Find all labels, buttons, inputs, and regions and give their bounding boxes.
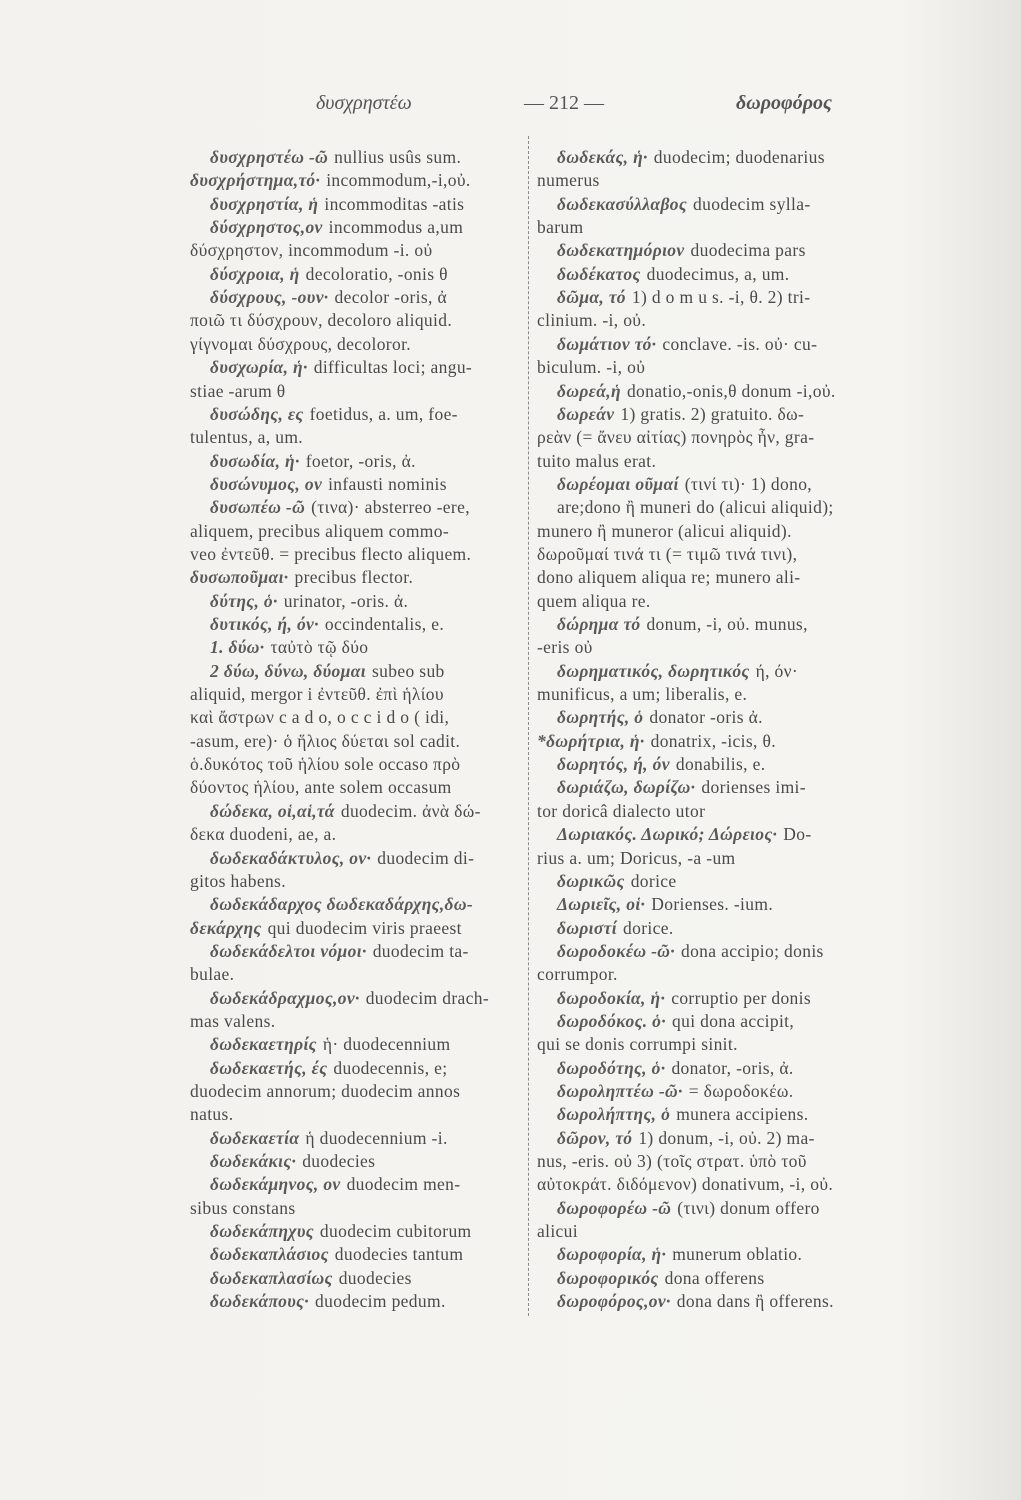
dictionary-entry-line <box>557 263 789 285</box>
definition-text: precibus flector. <box>294 567 414 588</box>
headword: δωροφορία, ἡ· <box>557 1244 667 1265</box>
definition-text: infausti nominis <box>328 473 447 494</box>
dictionary-entry-line <box>557 1243 802 1265</box>
headword: δωδεκάκις· <box>210 1151 297 1172</box>
dictionary-entry-line <box>557 239 806 261</box>
dictionary-entry-line <box>557 660 798 682</box>
dictionary-entry-line <box>557 193 811 215</box>
dictionary-entry-line <box>557 1010 794 1032</box>
dictionary-entry-line <box>557 706 763 728</box>
definition-text: bulae. <box>190 964 235 985</box>
continuation-line <box>190 426 303 448</box>
continuation-line <box>537 963 618 985</box>
definition-text: numerus <box>537 170 600 191</box>
continuation-line <box>190 706 449 728</box>
definition-text: ποιῶ τι δύσχρουν, decoloro aliquid. <box>190 310 453 331</box>
definition-text: decoloratio, -onis θ <box>305 263 448 284</box>
continuation-line <box>190 776 452 798</box>
dictionary-entry-line <box>210 1173 460 1195</box>
continuation-line <box>557 496 834 518</box>
definition-text: occindentalis, e. <box>324 614 445 634</box>
dictionary-entry-line <box>210 847 474 869</box>
headword: δυσχρηστέω -ῶ <box>210 147 329 167</box>
definition-text: urinator, -oris. ἀ. <box>283 590 409 611</box>
dictionary-entry-line <box>210 286 447 308</box>
definition-text: incommodus a,um <box>328 217 464 238</box>
headword: δῶμα, τό <box>557 287 626 308</box>
continuation-line <box>190 520 449 542</box>
definition-text: duodecim drach- <box>365 987 490 1008</box>
headword: δωδεκάς, ἡ· <box>557 147 648 167</box>
definition-text: aliquem, precibus aliquem commo- <box>190 520 450 541</box>
definition-text: (τινί τι)· 1) dono, <box>684 473 813 494</box>
definition-text: ή, όν· <box>755 660 799 681</box>
dictionary-entry-line <box>210 660 445 682</box>
definition-text: qui dona accipit, <box>672 1010 795 1031</box>
headword: δωρικῶς <box>557 870 625 891</box>
dictionary-entry-line <box>557 380 836 402</box>
definition-text: nus, -eris. οὐ 3) (τοῖς στρατ. ὑπὸ τοῦ <box>537 1151 807 1172</box>
dictionary-entry-line <box>557 403 804 425</box>
headword: δύσχροια, ἡ <box>210 263 300 284</box>
continuation-line <box>190 683 444 705</box>
headword: δωροληπτέω -ῶ· <box>557 1081 683 1101</box>
headword: Δωριακός. Δωρικό; Δώρειος· <box>557 824 778 845</box>
definition-text: incommodum,-i,οὐ. <box>326 170 471 191</box>
definition-text: tulentus, a, um. <box>190 427 304 448</box>
headword: δυσωδία, ἡ· <box>210 450 300 471</box>
headword: δωροφόρος,ον· <box>557 1291 671 1312</box>
definition-text: are;dono ἢ muneri do (alicui aliquid); <box>557 497 834 518</box>
dictionary-entry-line <box>557 1197 820 1219</box>
running-head-left: δυσχρηστέω <box>316 92 412 114</box>
headword: δωδεκαετής, ές <box>210 1057 328 1078</box>
definition-text: δεκα duodeni, ae, a. <box>190 824 337 845</box>
definition-text: dorienses imi- <box>701 777 806 798</box>
dictionary-entry-line <box>557 1103 809 1125</box>
continuation-line <box>537 309 646 331</box>
definition-text: rius a. um; Doricus, -a -um <box>537 847 736 868</box>
headword: δωριστί <box>557 917 618 938</box>
headword: δωδεκαετηρίς <box>210 1034 317 1055</box>
continuation-line <box>537 356 645 378</box>
headword: δωρητός, ή, όν <box>557 754 670 775</box>
continuation-line <box>190 1080 460 1102</box>
dictionary-entry-line <box>210 1243 463 1265</box>
dictionary-entry-line <box>557 917 674 939</box>
continuation-line <box>190 380 286 402</box>
definition-text: duodecim sylla- <box>693 193 811 214</box>
dictionary-entry-line <box>190 917 462 939</box>
definition-text: δωροῦμαί τινά τι (= τιμῶ τινά τινι), <box>537 543 798 564</box>
dictionary-entry-line <box>210 1150 375 1172</box>
headword: δύτης, ὁ· <box>210 590 278 611</box>
headword: δωδεκατημόριον <box>557 240 685 261</box>
headword: δωροφορέω -ῶ <box>557 1197 672 1218</box>
continuation-line <box>537 1220 578 1242</box>
definition-text: munerum oblatio. <box>672 1244 803 1265</box>
continuation-line <box>190 823 336 845</box>
continuation-line <box>537 169 600 191</box>
definition-text: mas valens. <box>190 1010 276 1031</box>
headword: δυσχρήστημα,τό· <box>190 170 321 191</box>
headword: δώδεκα, οἱ,αἱ,τά <box>210 800 335 821</box>
definition-text: duodecim. ἀνὰ δώ- <box>340 800 481 821</box>
headword: *δωρήτρια, ἡ· <box>537 730 645 751</box>
definition-text: stiae -arum θ <box>190 380 286 401</box>
headword: δωροδότης, ὁ· <box>557 1057 666 1078</box>
definition-text: corrumpor. <box>537 964 618 985</box>
headword: δώρημα τό <box>557 614 641 634</box>
definition-text: difficultas loci; angu- <box>313 357 473 378</box>
definition-text: tuito malus erat. <box>537 450 657 471</box>
dictionary-entry-line <box>210 496 470 518</box>
definition-text: dono aliquem aliqua re; munero ali- <box>537 567 801 588</box>
definition-text: clinium. -i, οὐ. <box>537 310 647 331</box>
headword: δωρολήπτης, ὁ <box>557 1104 671 1125</box>
definition-text: donatrix, -icis, θ. <box>650 730 776 751</box>
continuation-line <box>537 1173 833 1195</box>
dictionary-entry-line <box>557 893 773 915</box>
headword: δωδεκάδραχμος,ον· <box>210 987 360 1008</box>
definition-text: natus. <box>190 1104 234 1125</box>
headword: δωδεκαδάκτυλος, ον· <box>210 847 372 868</box>
dictionary-entry-line <box>210 193 464 215</box>
definition-text: sibus constans <box>190 1197 296 1218</box>
continuation-line <box>190 309 452 331</box>
dictionary-entry-line <box>557 473 812 495</box>
definition-text: Do- <box>783 824 812 845</box>
definition-text: 1) donum, -i, οὐ. 2) ma- <box>638 1127 815 1148</box>
dictionary-entry-line <box>190 169 471 191</box>
definition-text: barum <box>537 217 584 238</box>
definition-text: conclave. -is. οὐ· cu- <box>662 333 818 354</box>
dictionary-entry-line <box>557 1057 794 1079</box>
definition-text: ἡ duodecennium -i. <box>305 1127 448 1148</box>
definition-text: duodecim pedum. <box>315 1291 446 1312</box>
continuation-line <box>537 543 797 565</box>
definition-text: donatio,-onis,θ donum -i,οὐ. <box>626 380 836 401</box>
headword: δωδεκάπηχυς <box>210 1221 314 1242</box>
headword: δωροδόκος. ὁ· <box>557 1010 667 1031</box>
headword: δωδεκάδελτοι νόμοι· <box>210 940 367 961</box>
dictionary-entry-line <box>557 823 812 845</box>
definition-text: -eris οὐ <box>537 637 593 658</box>
continuation-line <box>537 636 593 658</box>
definition-text: ὁ.δυκότος τοῦ ἡλίου sole occaso πρὸ <box>190 754 461 775</box>
definition-text: nullius usûs sum. <box>334 147 462 167</box>
definition-text: decolor -oris, ἀ <box>334 287 447 308</box>
dictionary-entry-line <box>557 286 810 308</box>
definition-text: munificus, a um; liberalis, e. <box>537 684 748 705</box>
headword: δωρηματικός, δωρητικός <box>557 660 750 681</box>
continuation-line <box>190 753 460 775</box>
continuation-line <box>537 520 792 542</box>
dictionary-entry-line <box>210 216 463 238</box>
definition-text: donator, -oris, ἀ. <box>671 1057 794 1078</box>
definition-text: duodecim di- <box>377 847 475 868</box>
continuation-line <box>537 847 736 869</box>
running-head-right: δωροφόρος <box>736 92 832 114</box>
dictionary-entry-line <box>557 1127 815 1149</box>
continuation-line <box>190 1010 276 1032</box>
definition-text: duodecennis, e; <box>333 1057 448 1078</box>
headword: δωρεά,ἡ <box>557 380 621 401</box>
dictionary-entry-line <box>210 356 472 378</box>
definition-text: dona accipio; donis <box>680 940 824 961</box>
definition-text: biculum. -i, οὐ <box>537 357 646 378</box>
headword: δυσώδης, ες <box>210 403 304 424</box>
continuation-line <box>190 1103 233 1125</box>
headword: δωριάζω, δωρίζω· <box>557 777 696 798</box>
definition-text: qui duodecim viris praeest <box>267 917 462 938</box>
continuation-line <box>537 1033 738 1055</box>
page-number: — 212 — <box>524 92 604 114</box>
headword: δύσχρηστος,ον <box>210 217 323 238</box>
definition-text: δύοντος ἡλίου, ante solem occasum <box>190 777 452 798</box>
definition-text: duodecies <box>302 1151 376 1172</box>
headword: δωροδοκέω -ῶ· <box>557 940 675 961</box>
definition-text: (τινα)· absterreo -ere, <box>311 497 470 518</box>
definition-text: = δωροδοκέω. <box>688 1081 794 1101</box>
headword: 2 δύω, δύνω, δύομαι <box>210 660 366 681</box>
headword: δωδεκαπλασίως <box>210 1267 333 1288</box>
headword: δωροδοκία, ἡ· <box>557 987 666 1008</box>
dictionary-entry-line <box>557 333 817 355</box>
dictionary-entry-line <box>557 870 677 892</box>
dictionary-entry-line <box>210 146 461 168</box>
headword: δωρέομαι οῦμαί <box>557 473 679 494</box>
definition-text: γίγνομαι δύσχρους, decoloror. <box>190 333 412 354</box>
continuation-line <box>190 333 411 355</box>
dictionary-entry-line <box>210 1033 450 1055</box>
definition-text: δύσχρηστον, incommodum -i. οὐ <box>190 240 433 261</box>
dictionary-entry-line <box>210 800 481 822</box>
definition-text: ρεὰν (= ἄνευ αἰτίας) πονηρὸς ἦν, gra- <box>537 427 815 448</box>
definition-text: donabilis, e. <box>675 754 766 775</box>
dictionary-entry-line <box>557 940 824 962</box>
continuation-line <box>537 590 651 612</box>
dictionary-entry-line <box>557 1267 765 1289</box>
definition-text: incommoditas -atis <box>324 193 465 214</box>
headword: δυσχρηστία, ἡ <box>210 193 319 214</box>
dictionary-entry-line <box>210 450 416 472</box>
headword: δωδεκαπλάσιος <box>210 1244 329 1265</box>
definition-text: donum, -i, οὐ. munus, <box>646 614 808 634</box>
definition-text: dorice. <box>623 917 674 938</box>
dictionary-entry-line <box>210 1267 412 1289</box>
definition-text: donator -oris ἀ. <box>649 707 763 728</box>
continuation-line <box>537 800 705 822</box>
continuation-line <box>537 1150 807 1172</box>
continuation-line <box>537 450 656 472</box>
dictionary-entry-line <box>557 753 765 775</box>
dictionary-entry-line <box>210 987 489 1009</box>
dictionary-entry-line <box>210 940 469 962</box>
headword: δωδέκατος <box>557 263 641 284</box>
definition-text: 1) d o m u s. -i, θ. 2) tri- <box>631 287 811 308</box>
headword: δεκάρχης <box>190 917 262 938</box>
definition-text: (τινι) donum offero <box>677 1197 820 1218</box>
definition-text: dona offerens <box>664 1267 765 1288</box>
dictionary-entry-line <box>210 613 444 635</box>
headword: δυσχωρία, ἡ· <box>210 357 308 378</box>
dictionary-entry-line <box>210 403 458 425</box>
definition-text: foetor, -oris, ἀ. <box>305 450 416 471</box>
continuation-line <box>190 543 471 565</box>
definition-text: duodecim annorum; duodecim annos <box>190 1081 461 1101</box>
definition-text: -asum, ere)· ὁ ἥλιος δύεται sol cadit. <box>190 730 461 751</box>
dictionary-entry-line <box>210 893 479 915</box>
dictionary-entry-line <box>537 730 776 752</box>
headword: δωδεκάπους· <box>210 1291 310 1312</box>
dictionary-entry-line <box>210 1220 472 1242</box>
headword: Δωριεῖς, οἱ· <box>557 894 646 915</box>
dictionary-entry-line <box>210 636 368 658</box>
headword: δυσωπέω -ῶ <box>210 497 306 518</box>
continuation-line <box>537 426 814 448</box>
definition-text: duodecies tantum <box>334 1244 464 1265</box>
definition-text: quem aliqua re. <box>537 590 651 611</box>
definition-text: munero ἢ muneror (alicui aliquid). <box>537 520 792 541</box>
dictionary-entry-line <box>557 613 808 635</box>
dictionary-entry-line <box>210 263 448 285</box>
definition-text: αὐτοκράτ. διδόμενον) donativum, -i, οὐ. <box>537 1174 834 1195</box>
definition-text: foetidus, a. um, foe- <box>309 403 458 424</box>
definition-text: qui se donis corrumpi sinit. <box>537 1034 738 1055</box>
headword: δωρητής, ὁ <box>557 707 644 728</box>
headword: δωδεκαετία <box>210 1127 300 1148</box>
headword: δωμάτιον τό· <box>557 333 657 354</box>
definition-text: duodecimus, a, um. <box>646 263 790 284</box>
definition-text: duodecim ta- <box>372 940 469 961</box>
definition-text: duodecima pars <box>690 240 806 261</box>
definition-text: tor doricâ dialecto utor <box>537 800 706 821</box>
definition-text: Dorienses. -ium. <box>651 894 774 915</box>
headword: δωδεκάμηνος, ον <box>210 1174 341 1195</box>
headword: δυτικός, ή, όν· <box>210 614 319 634</box>
headword: δωροφορικός <box>557 1267 659 1288</box>
headword: δωρεάν <box>557 403 615 424</box>
definition-text: subeo sub <box>371 660 445 681</box>
definition-text: munera accipiens. <box>676 1104 809 1125</box>
dictionary-entry-line <box>557 776 806 798</box>
headword: δυσώνυμος, ον <box>210 473 323 494</box>
definition-text: 1) gratis. 2) gratuito. δω- <box>620 403 805 424</box>
continuation-line <box>537 683 747 705</box>
dictionary-entry-line <box>557 987 811 1009</box>
continuation-line <box>190 870 286 892</box>
continuation-line <box>190 963 234 985</box>
definition-text: ἡ· duodecennium <box>322 1034 451 1055</box>
definition-text: duodecim men- <box>346 1174 461 1195</box>
continuation-line <box>537 216 583 238</box>
headword: 1. δύω· <box>210 637 265 658</box>
dictionary-entry-line <box>210 473 447 495</box>
definition-text: veo ἐντεῦθ. = precibus flecto aliquem. <box>190 543 472 564</box>
definition-text: aliquid, mergor i ἐντεῦθ. ἐπὶ ἡλίου <box>190 684 444 705</box>
headword: δωδεκασύλλαβος <box>557 193 688 214</box>
definition-text: alicui <box>537 1221 578 1242</box>
definition-text: duodecim cubitorum <box>319 1221 472 1242</box>
definition-text: gitos habens. <box>190 870 286 891</box>
headword: δυσωποῦμαι· <box>190 567 289 588</box>
dictionary-entry-line <box>557 1290 834 1312</box>
headword: δύσχρους, -ουν· <box>210 287 329 308</box>
dictionary-entry-line <box>210 1057 447 1079</box>
dictionary-entry-line <box>210 1290 446 1312</box>
dictionary-entry-line <box>557 1080 793 1102</box>
dictionary-entry-line <box>190 566 413 588</box>
definition-text: ταὐτὸ τῷ δύο <box>270 637 369 658</box>
definition-text: duodecim; duodenarius <box>653 147 825 167</box>
headword: δῶρον, τό <box>557 1127 633 1148</box>
definition-text: duodecies <box>338 1267 412 1288</box>
dictionary-entry-line <box>210 1127 448 1149</box>
continuation-line <box>190 239 432 261</box>
continuation-line <box>190 730 460 752</box>
column-divider <box>528 136 529 1316</box>
dictionary-entry-line <box>210 590 408 612</box>
dictionary-entry-line <box>557 146 825 168</box>
continuation-line <box>537 566 801 588</box>
definition-text: καὶ ἄστρων c a d o, o c c i d o ( idi, <box>190 707 450 728</box>
definition-text: dona dans ἢ offerens. <box>676 1291 834 1312</box>
continuation-line <box>190 1197 296 1219</box>
definition-text: dorice <box>630 870 677 891</box>
headword: δωδεκάδαρχος δωδεκαδάρχης,δω- <box>210 894 474 915</box>
definition-text: corruptio per donis <box>671 987 812 1008</box>
